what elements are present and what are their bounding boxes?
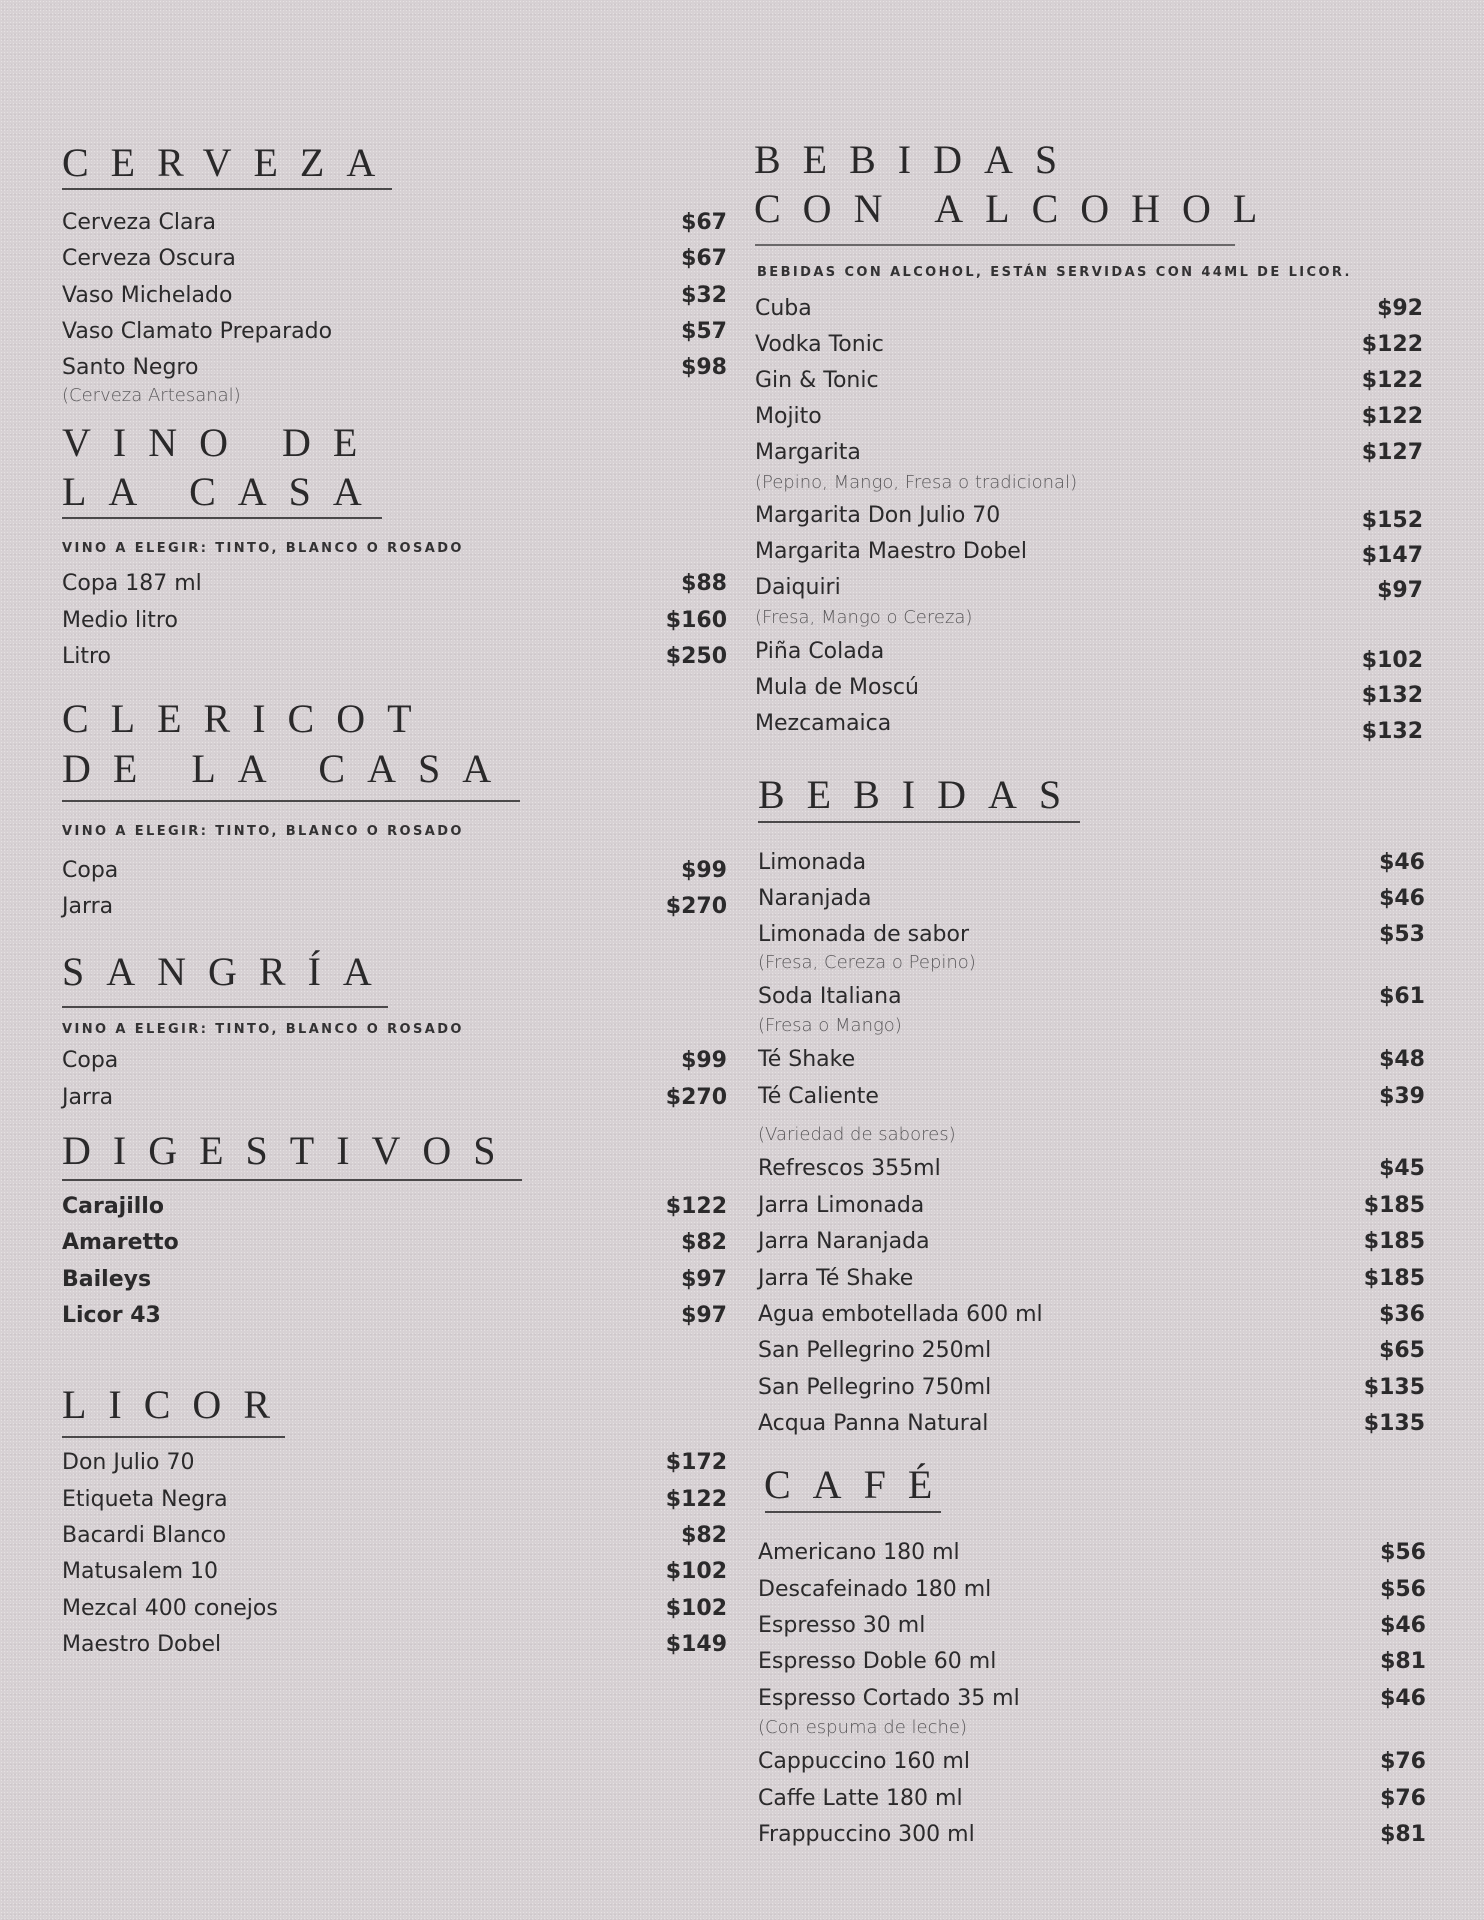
item-name: Don Julio 70 <box>62 1450 195 1475</box>
item-name: Mojito <box>755 404 822 429</box>
item-price: $36 <box>1379 1302 1425 1327</box>
item-name: Jarra Naranjada <box>758 1229 930 1254</box>
section-title-clericot-line1: CLERICOT <box>62 696 434 741</box>
item-name: Daiquiri <box>755 575 841 600</box>
item-name: Jarra Limonada <box>758 1193 925 1218</box>
section-divider <box>765 1511 941 1513</box>
item-price: $122 <box>665 1487 727 1512</box>
item-name: Maestro Dobel <box>62 1632 222 1657</box>
item-name: Refrescos 355ml <box>758 1156 941 1181</box>
item-price: $250 <box>665 644 727 669</box>
item-description: (Fresa, Cereza o Pepino) <box>758 952 976 973</box>
item-name: Acqua Panna Natural <box>758 1411 989 1436</box>
item-price: $160 <box>665 608 727 633</box>
item-description: (Variedad de sabores) <box>758 1124 956 1145</box>
item-name: Bacardi Blanco <box>62 1523 227 1548</box>
item-price: $81 <box>1380 1649 1426 1674</box>
item-name: Mezcal 400 conejos <box>62 1596 278 1621</box>
section-title-con-alcohol-line2: CON ALCOHOL <box>754 186 1280 231</box>
item-price: $32 <box>681 283 727 308</box>
item-name: San Pellegrino 250ml <box>758 1338 992 1363</box>
item-name: Vaso Clamato Preparado <box>62 319 333 344</box>
item-price: $135 <box>1363 1375 1425 1400</box>
item-price: $53 <box>1379 922 1425 947</box>
item-name: Té Caliente <box>758 1084 879 1109</box>
section-title-cafe: CAFÉ <box>764 1462 955 1507</box>
section-title-sangria: SANGRÍA <box>62 949 394 994</box>
item-price: $152 <box>1361 508 1423 533</box>
item-description: (Cerveza Artesanal) <box>62 385 241 406</box>
item-description: (Fresa, Mango o Cereza) <box>755 607 973 628</box>
item-name: Cerveza Clara <box>62 210 216 235</box>
item-name: Caffe Latte 180 ml <box>758 1786 963 1811</box>
item-price: $122 <box>1361 404 1423 429</box>
item-name: Vaso Michelado <box>62 283 233 308</box>
item-name: Margarita Don Julio 70 <box>755 503 1001 528</box>
item-name: Matusalem 10 <box>62 1559 219 1584</box>
section-note: BEBIDAS CON ALCOHOL, ESTÁN SERVIDAS CON 44ML DE LICOR. <box>757 265 1352 280</box>
item-name: San Pellegrino 750ml <box>758 1375 992 1400</box>
section-title-bebidas: BEBIDAS <box>758 772 1084 817</box>
section-title-cerveza: CERVEZA <box>62 140 398 185</box>
item-price: $185 <box>1363 1229 1425 1254</box>
item-price: $99 <box>681 1048 727 1073</box>
item-price: $65 <box>1379 1338 1425 1363</box>
item-price: $102 <box>1361 648 1423 673</box>
item-price: $92 <box>1377 296 1423 321</box>
item-name: Naranjada <box>758 886 872 911</box>
item-price: $99 <box>681 858 727 883</box>
section-title-vino-line2: LA CASA <box>62 469 384 514</box>
section-divider <box>62 188 392 190</box>
item-name: Soda Italiana <box>758 984 902 1009</box>
section-title-vino-line1: VINO DE <box>62 420 380 465</box>
item-price: $56 <box>1380 1540 1426 1565</box>
item-name: Copa 187 ml <box>62 571 202 596</box>
item-price: $46 <box>1379 850 1425 875</box>
item-name: Espresso Doble 60 ml <box>758 1649 997 1674</box>
section-title-con-alcohol-line1: BEBIDAS <box>754 137 1080 182</box>
item-name: Amaretto <box>62 1230 179 1255</box>
item-price: $132 <box>1361 719 1423 744</box>
item-description: (Con espuma de leche) <box>758 1717 968 1738</box>
item-price: $61 <box>1379 984 1425 1009</box>
section-divider <box>62 517 382 519</box>
item-name: Té Shake <box>758 1047 856 1072</box>
item-price: $122 <box>665 1194 727 1219</box>
item-price: $39 <box>1379 1084 1425 1109</box>
item-name: Mezcamaica <box>755 711 892 736</box>
section-title-licor: LICOR <box>62 1382 292 1427</box>
item-price: $185 <box>1363 1193 1425 1218</box>
item-price: $57 <box>681 319 727 344</box>
item-price: $97 <box>1377 578 1423 603</box>
item-price: $270 <box>665 1085 727 1110</box>
item-name: Vodka Tonic <box>755 332 884 357</box>
item-price: $185 <box>1363 1266 1425 1291</box>
item-name: Limonada de sabor <box>758 922 970 947</box>
item-price: $67 <box>681 246 727 271</box>
item-name: Descafeinado 180 ml <box>758 1577 992 1602</box>
item-price: $147 <box>1361 543 1423 568</box>
section-divider <box>62 1006 388 1008</box>
item-price: $127 <box>1361 440 1423 465</box>
item-price: $98 <box>681 355 727 380</box>
item-price: $135 <box>1363 1411 1425 1436</box>
item-price: $102 <box>665 1559 727 1584</box>
item-price: $46 <box>1380 1686 1426 1711</box>
item-name: Baileys <box>62 1267 152 1292</box>
item-name: Copa <box>62 858 119 883</box>
item-price: $45 <box>1379 1156 1425 1181</box>
item-price: $122 <box>1361 368 1423 393</box>
section-note: VINO A ELEGIR: TINTO, BLANCO O ROSADO <box>62 1022 464 1037</box>
item-name: Margarita Maestro Dobel <box>755 539 1027 564</box>
item-name: Limonada <box>758 850 867 875</box>
section-note: VINO A ELEGIR: TINTO, BLANCO O ROSADO <box>62 541 464 556</box>
section-divider <box>758 821 1080 823</box>
item-name: Americano 180 ml <box>758 1540 960 1565</box>
item-name: Gin & Tonic <box>755 368 879 393</box>
item-name: Jarra <box>62 894 114 919</box>
item-name: Medio litro <box>62 608 178 633</box>
item-price: $82 <box>681 1230 727 1255</box>
item-name: Margarita <box>755 440 861 465</box>
item-name: Cappuccino 160 ml <box>758 1749 970 1774</box>
item-price: $81 <box>1380 1822 1426 1847</box>
item-name: Cerveza Oscura <box>62 246 236 271</box>
item-name: Mula de Moscú <box>755 675 919 700</box>
item-price: $172 <box>665 1450 727 1475</box>
item-price: $149 <box>665 1632 727 1657</box>
item-name: Licor 43 <box>62 1303 161 1328</box>
item-price: $270 <box>665 894 727 919</box>
item-description: (Pepino, Mango, Fresa o tradicional) <box>755 472 1078 493</box>
item-price: $97 <box>681 1267 727 1292</box>
item-name: Carajillo <box>62 1194 164 1219</box>
item-name: Frappuccino 300 ml <box>758 1822 975 1847</box>
item-price: $46 <box>1379 886 1425 911</box>
item-price: $122 <box>1361 332 1423 357</box>
item-name: Cuba <box>755 296 812 321</box>
item-name: Espresso 30 ml <box>758 1613 926 1638</box>
section-divider <box>62 800 520 802</box>
item-name: Etiqueta Negra <box>62 1487 228 1512</box>
item-price: $132 <box>1361 683 1423 708</box>
section-divider <box>62 1179 522 1181</box>
section-title-clericot-line2: DE LA CASA <box>62 746 514 791</box>
section-note: VINO A ELEGIR: TINTO, BLANCO O ROSADO <box>62 824 464 839</box>
item-price: $88 <box>681 571 727 596</box>
item-price: $97 <box>681 1303 727 1328</box>
item-price: $48 <box>1379 1047 1425 1072</box>
item-name: Litro <box>62 644 112 669</box>
item-name: Jarra Té Shake <box>758 1266 914 1291</box>
item-name: Espresso Cortado 35 ml <box>758 1686 1020 1711</box>
section-divider <box>755 244 1235 246</box>
item-name: Copa <box>62 1048 119 1073</box>
item-price: $82 <box>681 1523 727 1548</box>
item-name: Agua embotellada 600 ml <box>758 1302 1043 1327</box>
item-price: $76 <box>1380 1749 1426 1774</box>
item-price: $56 <box>1380 1577 1426 1602</box>
item-price: $102 <box>665 1596 727 1621</box>
item-name: Santo Negro <box>62 355 199 380</box>
item-name: Piña Colada <box>755 639 885 664</box>
item-name: Jarra <box>62 1085 114 1110</box>
item-price: $46 <box>1380 1613 1426 1638</box>
item-price: $76 <box>1380 1786 1426 1811</box>
section-title-digestivos: DIGESTIVOS <box>62 1128 518 1173</box>
section-divider <box>62 1436 285 1438</box>
item-price: $67 <box>681 210 727 235</box>
item-description: (Fresa o Mango) <box>758 1015 902 1036</box>
